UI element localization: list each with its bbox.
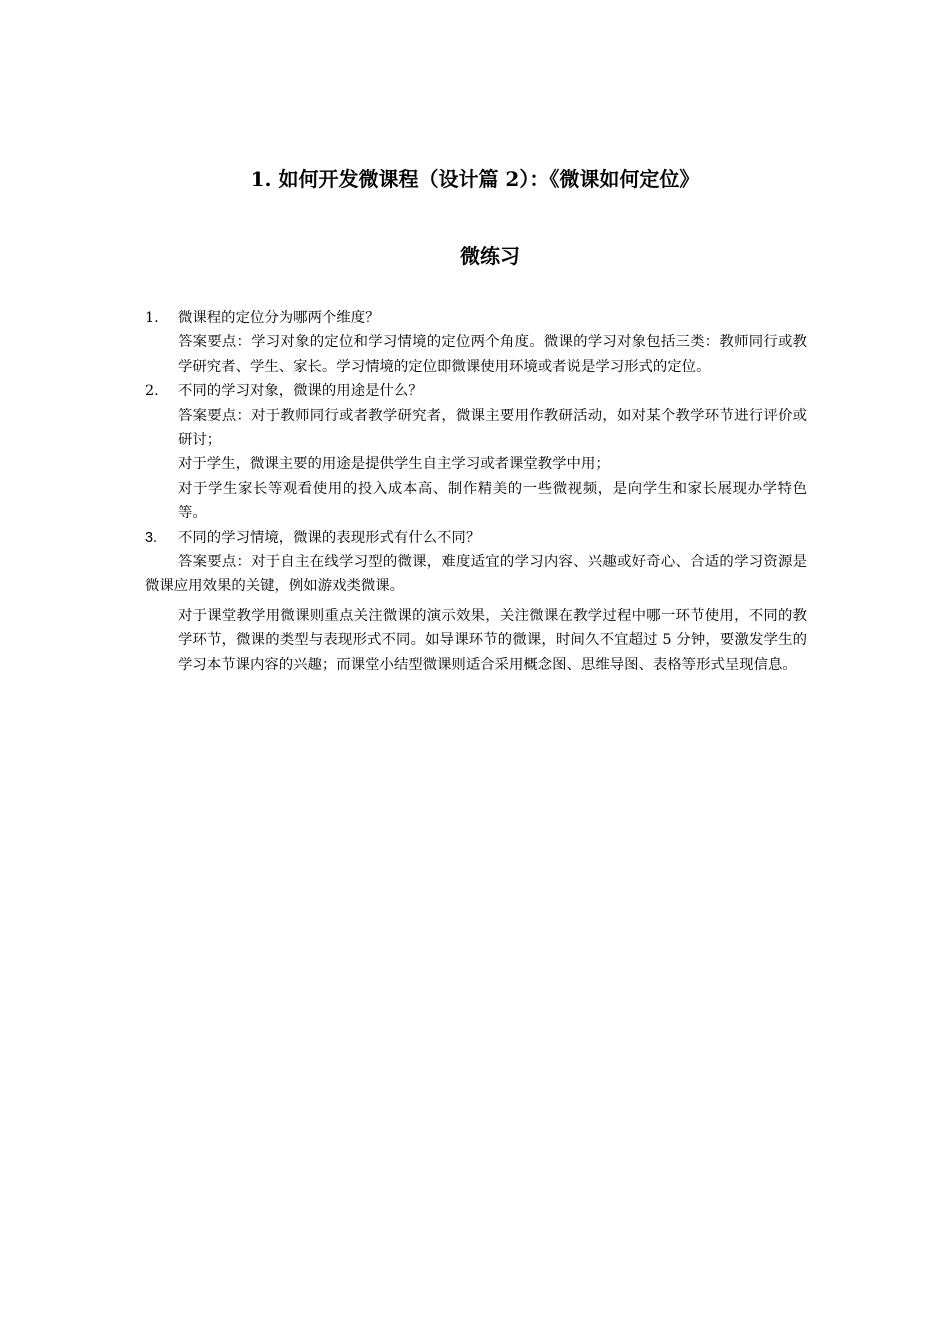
question-number: 3. bbox=[145, 529, 158, 546]
question-text: 微课程的定位分为哪两个维度？ bbox=[178, 310, 380, 326]
document-subtitle: 微练习 bbox=[460, 244, 520, 268]
answer-paragraph: 答案要点：学习对象的定位和学习情境的定位两个角度。微课的学习对象包括三类：教师同行或教学研究者、学生、家长。学习情境的定位即微课使用环境或者说是学习形式的定位。 bbox=[178, 334, 807, 375]
answer-paragraph: 对于学生，微课主要的用途是提供学生自主学习或者课堂教学中用； bbox=[178, 456, 610, 473]
answer-paragraph-hanging: 答案要点：对于自主在线学习型的微课，难度适宜的学习内容、兴趣或好奇心、合适的学习资源是微课应用效果的关键，例如游戏类微课。 bbox=[145, 554, 807, 595]
question-number: 2. bbox=[145, 383, 159, 400]
question-text: 不同的学习对象，微课的用途是什么？ bbox=[178, 383, 423, 400]
answer-paragraph: 对于课堂教学用微课则重点关注微课的演示效果，关注微课在教学过程中哪一环节使用，不同的教学环节，微课的类型与表现形式不同。如导课环节的微课，时间久不宜超过 5 分钟，要激发学生的学习本节课内容的兴趣；而课堂小结型微课则适合采用概念图、思维导图、表格等形式呈现信息。 bbox=[178, 607, 807, 673]
question-number: 1. bbox=[145, 310, 159, 326]
question-list bbox=[145, 306, 807, 677]
answer-paragraph: 对于学生家长等观看使用的投入成本高、制作精美的一些微视频，是向学生和家长展现办学特色等。 bbox=[178, 480, 807, 522]
question-item-1 bbox=[145, 306, 807, 379]
question-item-2 bbox=[145, 379, 807, 525]
document-title: 1. 如何开发微课程（设计篇 2）：《微课如何定位》 bbox=[250, 167, 700, 191]
question-item-3 bbox=[145, 526, 807, 677]
answer-paragraph: 答案要点：对于教师同行或者教学研究者，微课主要用作教研活动，如对某个教学环节进行评价或研讨； bbox=[178, 407, 807, 449]
question-text: 不同的学习情境，微课的表现形式有什么不同？ bbox=[178, 529, 481, 546]
